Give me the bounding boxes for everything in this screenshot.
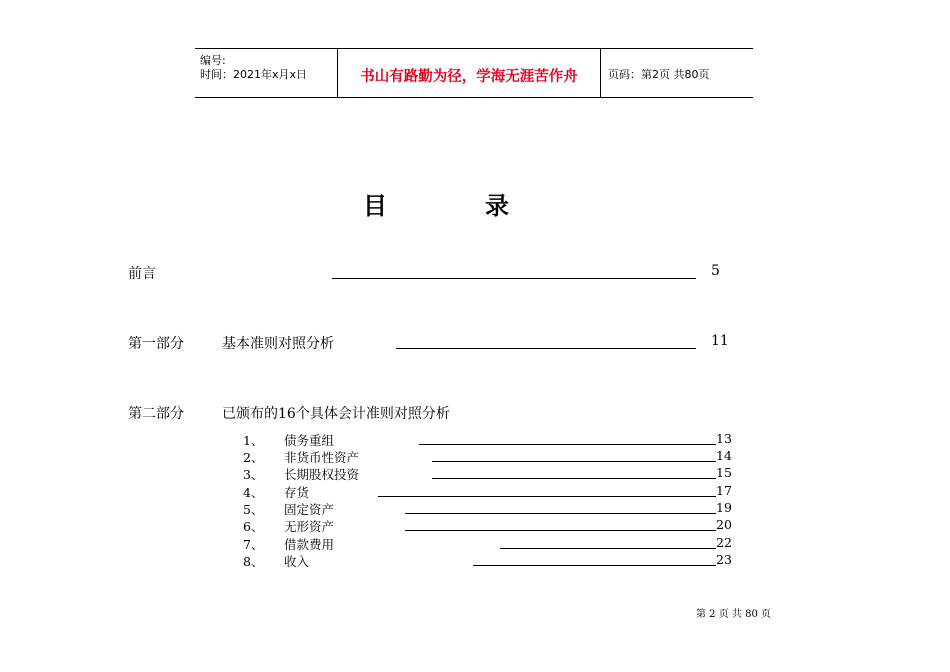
page-footer: 第 2 页 共 80 页 xyxy=(696,609,771,620)
header-page-cell xyxy=(601,49,751,97)
header-meta-cell xyxy=(195,49,338,97)
toc-sub-number: 8、 xyxy=(243,554,264,569)
toc-entry-preface: 前言 xyxy=(128,266,156,282)
toc-sub-title: 无形资产 xyxy=(284,519,335,534)
page-header xyxy=(195,48,753,98)
toc-title-right: 录 xyxy=(485,192,509,220)
toc-leader-line xyxy=(405,530,716,531)
document-date-label: 时间：2021年x月x日 xyxy=(200,68,308,81)
document-number-label: 编号: xyxy=(200,54,226,67)
toc-title-left: 目 xyxy=(363,192,387,220)
toc-entry-part: 第二部分 xyxy=(128,406,184,422)
toc-entry-page: 5 xyxy=(711,263,720,279)
toc-leader-line xyxy=(432,461,716,462)
toc-sub-page: 17 xyxy=(716,483,732,498)
toc-sub-number: 2、 xyxy=(243,450,264,465)
toc-sub-number: 1、 xyxy=(243,433,264,448)
toc-sub-number: 6、 xyxy=(243,519,264,534)
toc-sub-title: 长期股权投资 xyxy=(284,467,360,482)
toc-sub-number: 7、 xyxy=(243,537,264,552)
toc-sub-page: 19 xyxy=(716,500,732,515)
toc-entry-page: 11 xyxy=(711,333,729,349)
toc-sub-page: 15 xyxy=(716,465,732,480)
header-page-count: 页码：第2页 共80页 xyxy=(608,68,710,81)
toc-sub-number: 3、 xyxy=(243,467,264,482)
header-motto-cell xyxy=(338,49,601,97)
toc-leader-line xyxy=(473,565,716,566)
toc-entry-title: 已颁布的16个具体会计准则对照分析 xyxy=(222,406,450,422)
toc-sub-page: 22 xyxy=(716,535,732,550)
toc-sub-title: 借款费用 xyxy=(284,537,335,552)
header-motto: 书山有路勤为径，学海无涯苦作舟 xyxy=(360,69,578,85)
toc-sub-title: 非货币性资产 xyxy=(284,450,360,465)
toc-leader-line xyxy=(432,478,716,479)
toc-sub-title: 存货 xyxy=(284,485,310,500)
toc-leader-line xyxy=(378,496,716,497)
toc-entry-part: 第一部分 xyxy=(128,336,184,352)
toc-sub-number: 4、 xyxy=(243,485,264,500)
toc-leader-line xyxy=(332,278,696,279)
toc-entry-title: 基本准则对照分析 xyxy=(222,336,334,352)
toc-sub-title: 收入 xyxy=(284,554,310,569)
toc-leader-line xyxy=(396,348,696,349)
toc-sub-page: 20 xyxy=(716,517,732,532)
toc-leader-line xyxy=(419,444,716,445)
toc-leader-line xyxy=(405,513,716,514)
toc-sub-page: 13 xyxy=(716,431,732,446)
toc-sub-page: 14 xyxy=(716,448,732,463)
toc-sub-number: 5、 xyxy=(243,502,264,517)
toc-leader-line xyxy=(500,548,716,549)
toc-sub-title: 固定资产 xyxy=(284,502,335,517)
toc-sub-title: 债务重组 xyxy=(284,433,335,448)
toc-sub-page: 23 xyxy=(716,552,732,567)
